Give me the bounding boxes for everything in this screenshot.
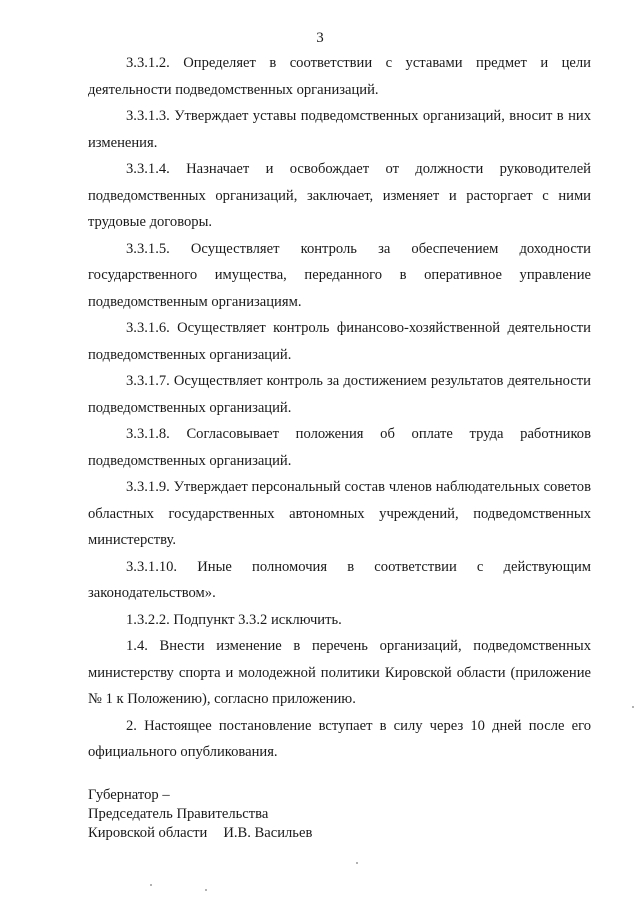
signature-title-chairman: Председатель Правительства [88, 806, 269, 822]
signature-block [88, 786, 312, 843]
signature-organization: Кировской области [88, 825, 208, 841]
scan-speck [356, 862, 358, 864]
page-number: 3 [316, 30, 324, 46]
scan-speck [150, 884, 152, 886]
paragraph-1-3-2-2: 1.3.2.2. Подпункт 3.3.2 исключить. [126, 611, 342, 628]
paragraph-3-3-1-3: 3.3.1.3. Утверждает уставы подведомственных организаций, вносит в них изменения. [88, 108, 591, 151]
signature-title-governor: Губернатор – [88, 787, 170, 803]
signature-line [88, 824, 312, 843]
signatory-name: И.В. Васильев [223, 825, 313, 841]
paragraph-1-4: 1.4. Внести изменение в перечень организаций, подведомственных министерству спорта и молодежной политики Кировской области (приложение № 1 к Положению), согласно приложению. [88, 638, 591, 707]
scan-speck [205, 889, 207, 891]
paragraph-3-3-1-5: 3.3.1.5. Осуществляет контроль за обеспечением доходности государственного имущества, переданного в оперативное управление подведомственным организациям. [88, 240, 591, 310]
paragraph-3-3-1-6: 3.3.1.6. Осуществляет контроль финансово-хозяйственной деятельности подведомственных организаций. [88, 320, 591, 363]
paragraph-3-3-1-9: 3.3.1.9. Утверждает персональный состав членов наблюдательных советов областных государственных автономных учреждений, подведомственных министерству. [88, 479, 591, 548]
document-body [88, 50, 591, 766]
paragraph-3-3-1-4: 3.3.1.4. Назначает и освобождает от должности руководителей подведомственных организаций, заключает, изменяет и расторгает с ними трудовые договоры. [88, 161, 591, 230]
scan-speck [632, 706, 634, 708]
paragraph-2: 2. Настоящее постановление вступает в силу через 10 дней после его официального опубликования. [88, 717, 591, 760]
paragraph-3-3-1-7: 3.3.1.7. Осуществляет контроль за достижением результатов деятельности подведомственных организаций. [88, 373, 591, 416]
paragraph-3-3-1-8: 3.3.1.8. Согласовывает положения об оплате труда работников подведомственных организаций. [88, 426, 591, 469]
paragraph-3-3-1-10: 3.3.1.10. Иные полномочия в соответствии с действующим законодательством». [88, 558, 591, 601]
paragraph-3-3-1-2: 3.3.1.2. Определяет в соответствии с уставами предмет и цели деятельности подведомственных организаций. [88, 55, 591, 98]
